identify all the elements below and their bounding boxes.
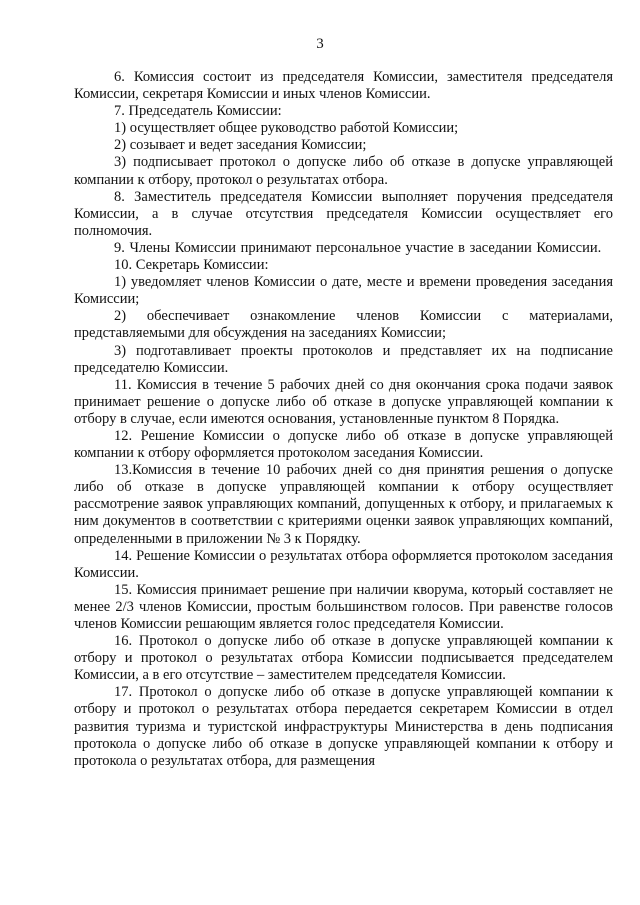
paragraph-7-item-2: 2) созывает и ведет заседания Комиссии; bbox=[114, 137, 367, 154]
document-body bbox=[74, 69, 613, 770]
paragraph-10-item-3: 3) подготавливает проекты протоколов и представляет их на подписание председателю Комиссии. bbox=[74, 342, 613, 376]
paragraph-7-item-1: 1) осуществляет общее руководство работой Комиссии; bbox=[114, 120, 459, 137]
paragraph-7: 7. Председатель Комиссии: bbox=[114, 103, 282, 120]
paragraph-15: 15. Комиссия принимает решение при наличии кворума, который составляет не менее 2/3 членов Комиссии, простым большинством голосов. При равенстве голосов членов Комиссии решающим является голос председателя Комиссии. bbox=[74, 581, 613, 632]
paragraph-9: 9. Члены Комиссии принимают персональное участие в заседании Комиссии. bbox=[114, 239, 602, 256]
paragraph-6: 6. Комиссия состоит из председателя Комиссии, заместителя председателя Комиссии, секретаря Комиссии и иных членов Комиссии. bbox=[74, 69, 613, 103]
paragraph-10: 10. Секретарь Комиссии: bbox=[114, 257, 269, 274]
paragraph-10-item-1: 1) уведомляет членов Комиссии о дате, месте и времени проведения заседания Комиссии; bbox=[74, 274, 613, 308]
paragraph-8: 8. Заместитель председателя Комиссии выполняет поручения председателя Комиссии, а в случае отсутствия председателя Комиссии осуществляет его полномочия. bbox=[74, 188, 613, 239]
paragraph-14: 14. Решение Комиссии о результатах отбора оформляется протоколом заседания Комиссии. bbox=[74, 547, 613, 581]
paragraph-11: 11. Комиссия в течение 5 рабочих дней со дня окончания срока подачи заявок принимает решение о допуске либо об отказе в допуске управляющей компании к отбору в случае, если имеются основания, установленные пунктом 8 Порядка. bbox=[74, 376, 613, 427]
paragraph-13: 13.Комиссия в течение 10 рабочих дней со дня принятия решения о допуске либо об отказе в допуске управляющей компании к отбору осуществляет рассмотрение заявок управляющих компаний, допущенных к отбору, и прилагаемых к ним документов в соответствии с критериями оценки заявок управляющих компаний, определенными в приложении № 3 к Порядку. bbox=[74, 462, 613, 547]
paragraph-17: 17. Протокол о допуске либо об отказе в допуске управляющей компании к отбору и протокол о результатах отбора передается секретарем Комиссии в отдел развития туризма и туристской инфраструктуры Министерства в день подписания протокола о допуске либо об отказе в допуске управляющей компании к отбору и протокола о результатах отбора, для размещения bbox=[74, 684, 613, 769]
paragraph-10-item-2: 2) обеспечивает ознакомление членов Комиссии с материалами, представляемыми для обсуждения на заседаниях Комиссии; bbox=[74, 308, 613, 342]
page-number: 3 bbox=[316, 36, 324, 52]
paragraph-7-item-3: 3) подписывает протокол о допуске либо об отказе в допуске управляющей компании к отбору, протокол о результатах отбора. bbox=[74, 154, 613, 188]
paragraph-16: 16. Протокол о допуске либо об отказе в допуске управляющей компании к отбору и протокол о результатах отбора Комиссии подписывается председателем Комиссии, а в его отсутствие – заместителем председателя Комиссии. bbox=[74, 633, 613, 684]
paragraph-12: 12. Решение Комиссии о допуске либо об отказе в допуске управляющей компании к отбору оформляется протоколом заседания Комиссии. bbox=[74, 427, 613, 462]
